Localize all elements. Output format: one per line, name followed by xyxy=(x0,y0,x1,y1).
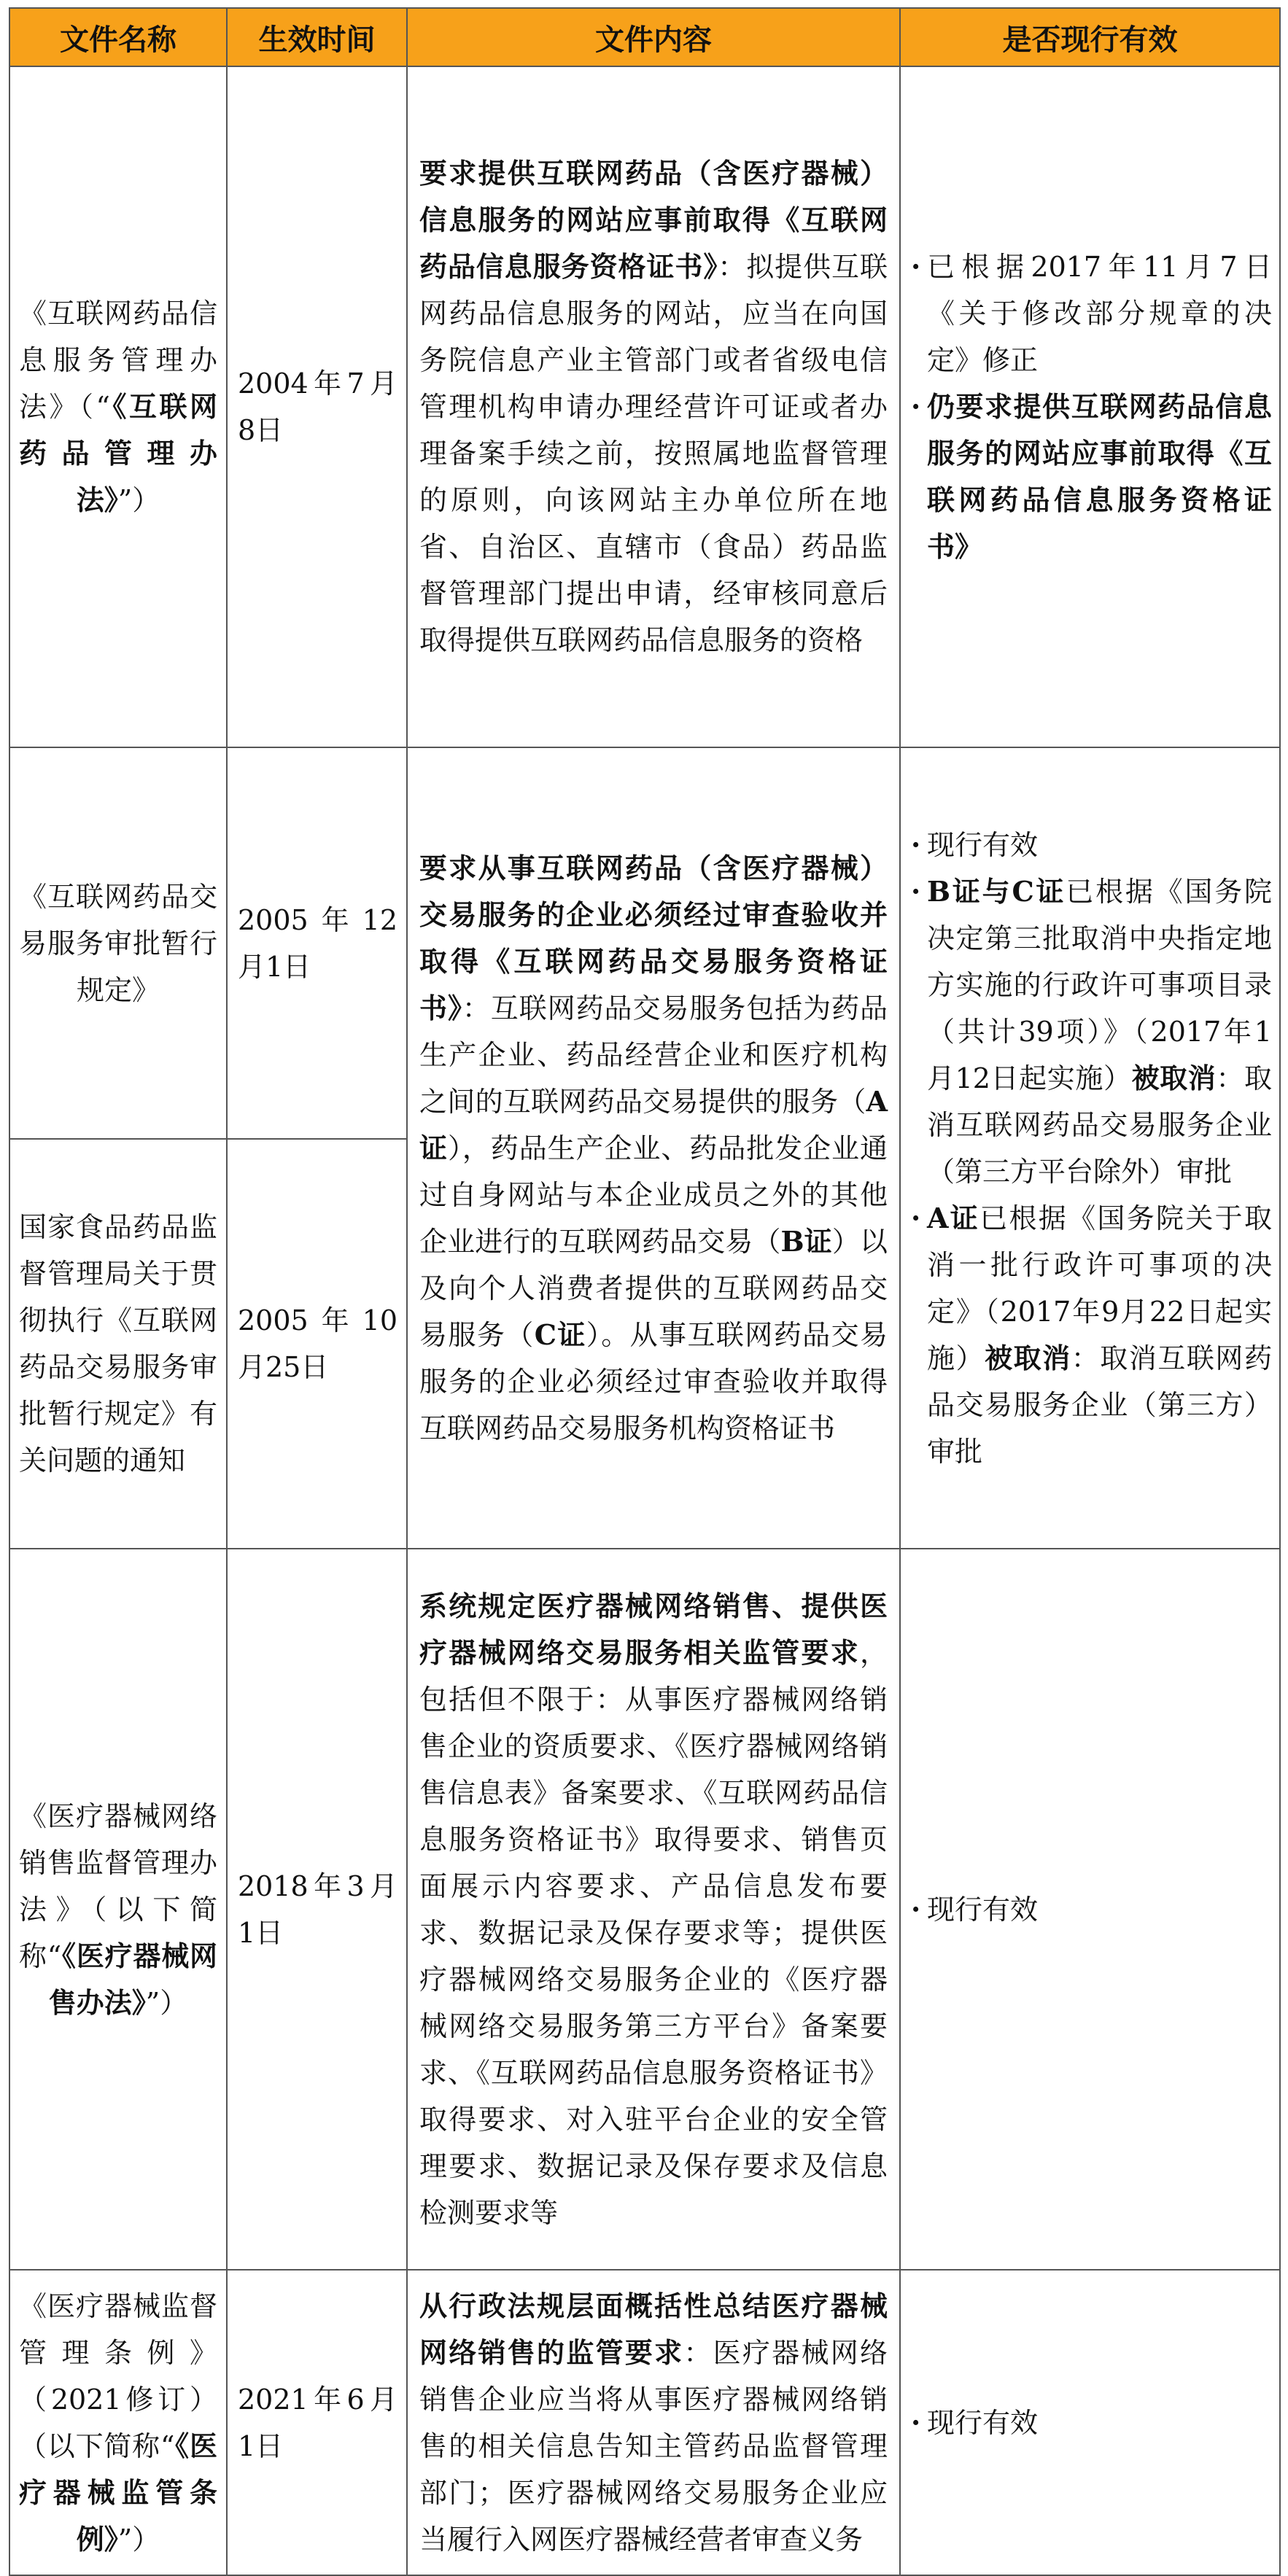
status-item: · 已根据2017年11月7日《关于修改部分规章的决定》修正 xyxy=(908,244,1272,384)
status-item: · A证已根据《国务院关于取消一批行政许可事项的决定》（2017年9月22日起实施）被取消：取消互联网药品交易服务企业（第三方）审批 xyxy=(908,1195,1272,1475)
effective-date-cell: 2018年3月1日 xyxy=(227,1549,407,2270)
status-item: · 现行有效 xyxy=(908,2400,1272,2446)
file-name-cell: 《互联网药品信息服务管理办法》（“《互联网药品管理办法》”） xyxy=(9,66,227,747)
status-cell xyxy=(900,2270,1280,2575)
table-row xyxy=(9,1549,1280,2270)
status-item: · 现行有效 xyxy=(908,822,1272,868)
status-cell xyxy=(900,1549,1280,2270)
file-name-cell: 《互联网药品交易服务审批暂行规定》 xyxy=(9,747,227,1139)
table-row xyxy=(9,747,1280,1139)
file-content-cell: 要求从事互联网药品（含医疗器械）交易服务的企业必须经过审查验收并取得《互联网药品交易服务资格证书》：互联网药品交易服务包括为药品生产企业、药品经营企业和医疗机构之间的互联网药品交易提供的服务（A证），药品生产企业、药品批发企业通过自身网站与本企业成员之外的其他企业进行的互联网药品交易（B证）以及向个人消费者提供的互联网药品交易服务（C证）。从事互联网药品交易服务的企业必须经过审查验收并取得互联网药品交易服务机构资格证书 xyxy=(407,747,900,1549)
effective-date-cell: 2021年6月1日 xyxy=(227,2270,407,2575)
status-cell xyxy=(900,747,1280,1549)
effective-date-cell: 2005年10月25日 xyxy=(227,1139,407,1549)
header-currently-valid: 是否现行有效 xyxy=(900,8,1280,66)
regulations-table xyxy=(9,7,1281,2576)
header-file-name: 文件名称 xyxy=(9,8,227,66)
table-row xyxy=(9,66,1280,747)
header-effective-date: 生效时间 xyxy=(227,8,407,66)
status-item: · B证与C证已根据《国务院决定第三批取消中央指定地方实施的行政许可事项目录（共计39项）》（2017年1月12日起实施）被取消：取消互联网药品交易服务企业（第三方平台除外）审批 xyxy=(908,868,1272,1195)
file-content-cell: 从行政法规层面概括性总结医疗器械网络销售的监管要求：医疗器械网络销售企业应当将从事医疗器械网络销售的相关信息告知主管药品监督管理部门；医疗器械网络交易服务企业应当履行入网医疗器械经营者审查义务 xyxy=(407,2270,900,2575)
effective-date-cell: 2004年7月8日 xyxy=(227,66,407,747)
status-cell xyxy=(900,66,1280,747)
file-content-cell: 系统规定医疗器械网络销售、提供医疗器械网络交易服务相关监管要求，包括但不限于：从事医疗器械网络销售企业的资质要求、《医疗器械网络销售信息表》备案要求、《互联网药品信息服务资格证书》取得要求、销售页面展示内容要求、产品信息发布要求、数据记录及保存要求等；提供医疗器械网络交易服务企业的《医疗器械网络交易服务第三方平台》备案要求、《互联网药品信息服务资格证书》取得要求、对入驻平台企业的安全管理要求、数据记录及保存要求及信息检测要求等 xyxy=(407,1549,900,2270)
file-name-cell: 《医疗器械网络销售监督管理办法》（以下简称“《医疗器械网售办法》”） xyxy=(9,1549,227,2270)
file-content-cell: 要求提供互联网药品（含医疗器械）信息服务的网站应事前取得《互联网药品信息服务资格证书》：拟提供互联网药品信息服务的网站，应当在向国务院信息产业主管部门或者省级电信管理机构申请办理经营许可证或者办理备案手续之前，按照属地监督管理的原则，向该网站主办单位所在地省、自治区、直辖市（食品）药品监督管理部门提出申请，经审核同意后取得提供互联网药品信息服务的资格 xyxy=(407,66,900,747)
status-item: · 仍要求提供互联网药品信息服务的网站应事前取得《互联网药品信息服务资格证书》 xyxy=(908,384,1272,570)
status-item: · 现行有效 xyxy=(908,1886,1272,1933)
file-name-cell: 《医疗器械监督管理条例》（2021修订）（以下简称“《医疗器械监管条例》”） xyxy=(9,2270,227,2575)
file-name-cell: 国家食品药品监督管理局关于贯彻执行《互联网药品交易服务审批暂行规定》有关问题的通知 xyxy=(9,1139,227,1549)
table-row xyxy=(9,2270,1280,2575)
effective-date-cell: 2005年12月1日 xyxy=(227,747,407,1139)
header-row xyxy=(9,8,1280,66)
header-file-content: 文件内容 xyxy=(407,8,900,66)
